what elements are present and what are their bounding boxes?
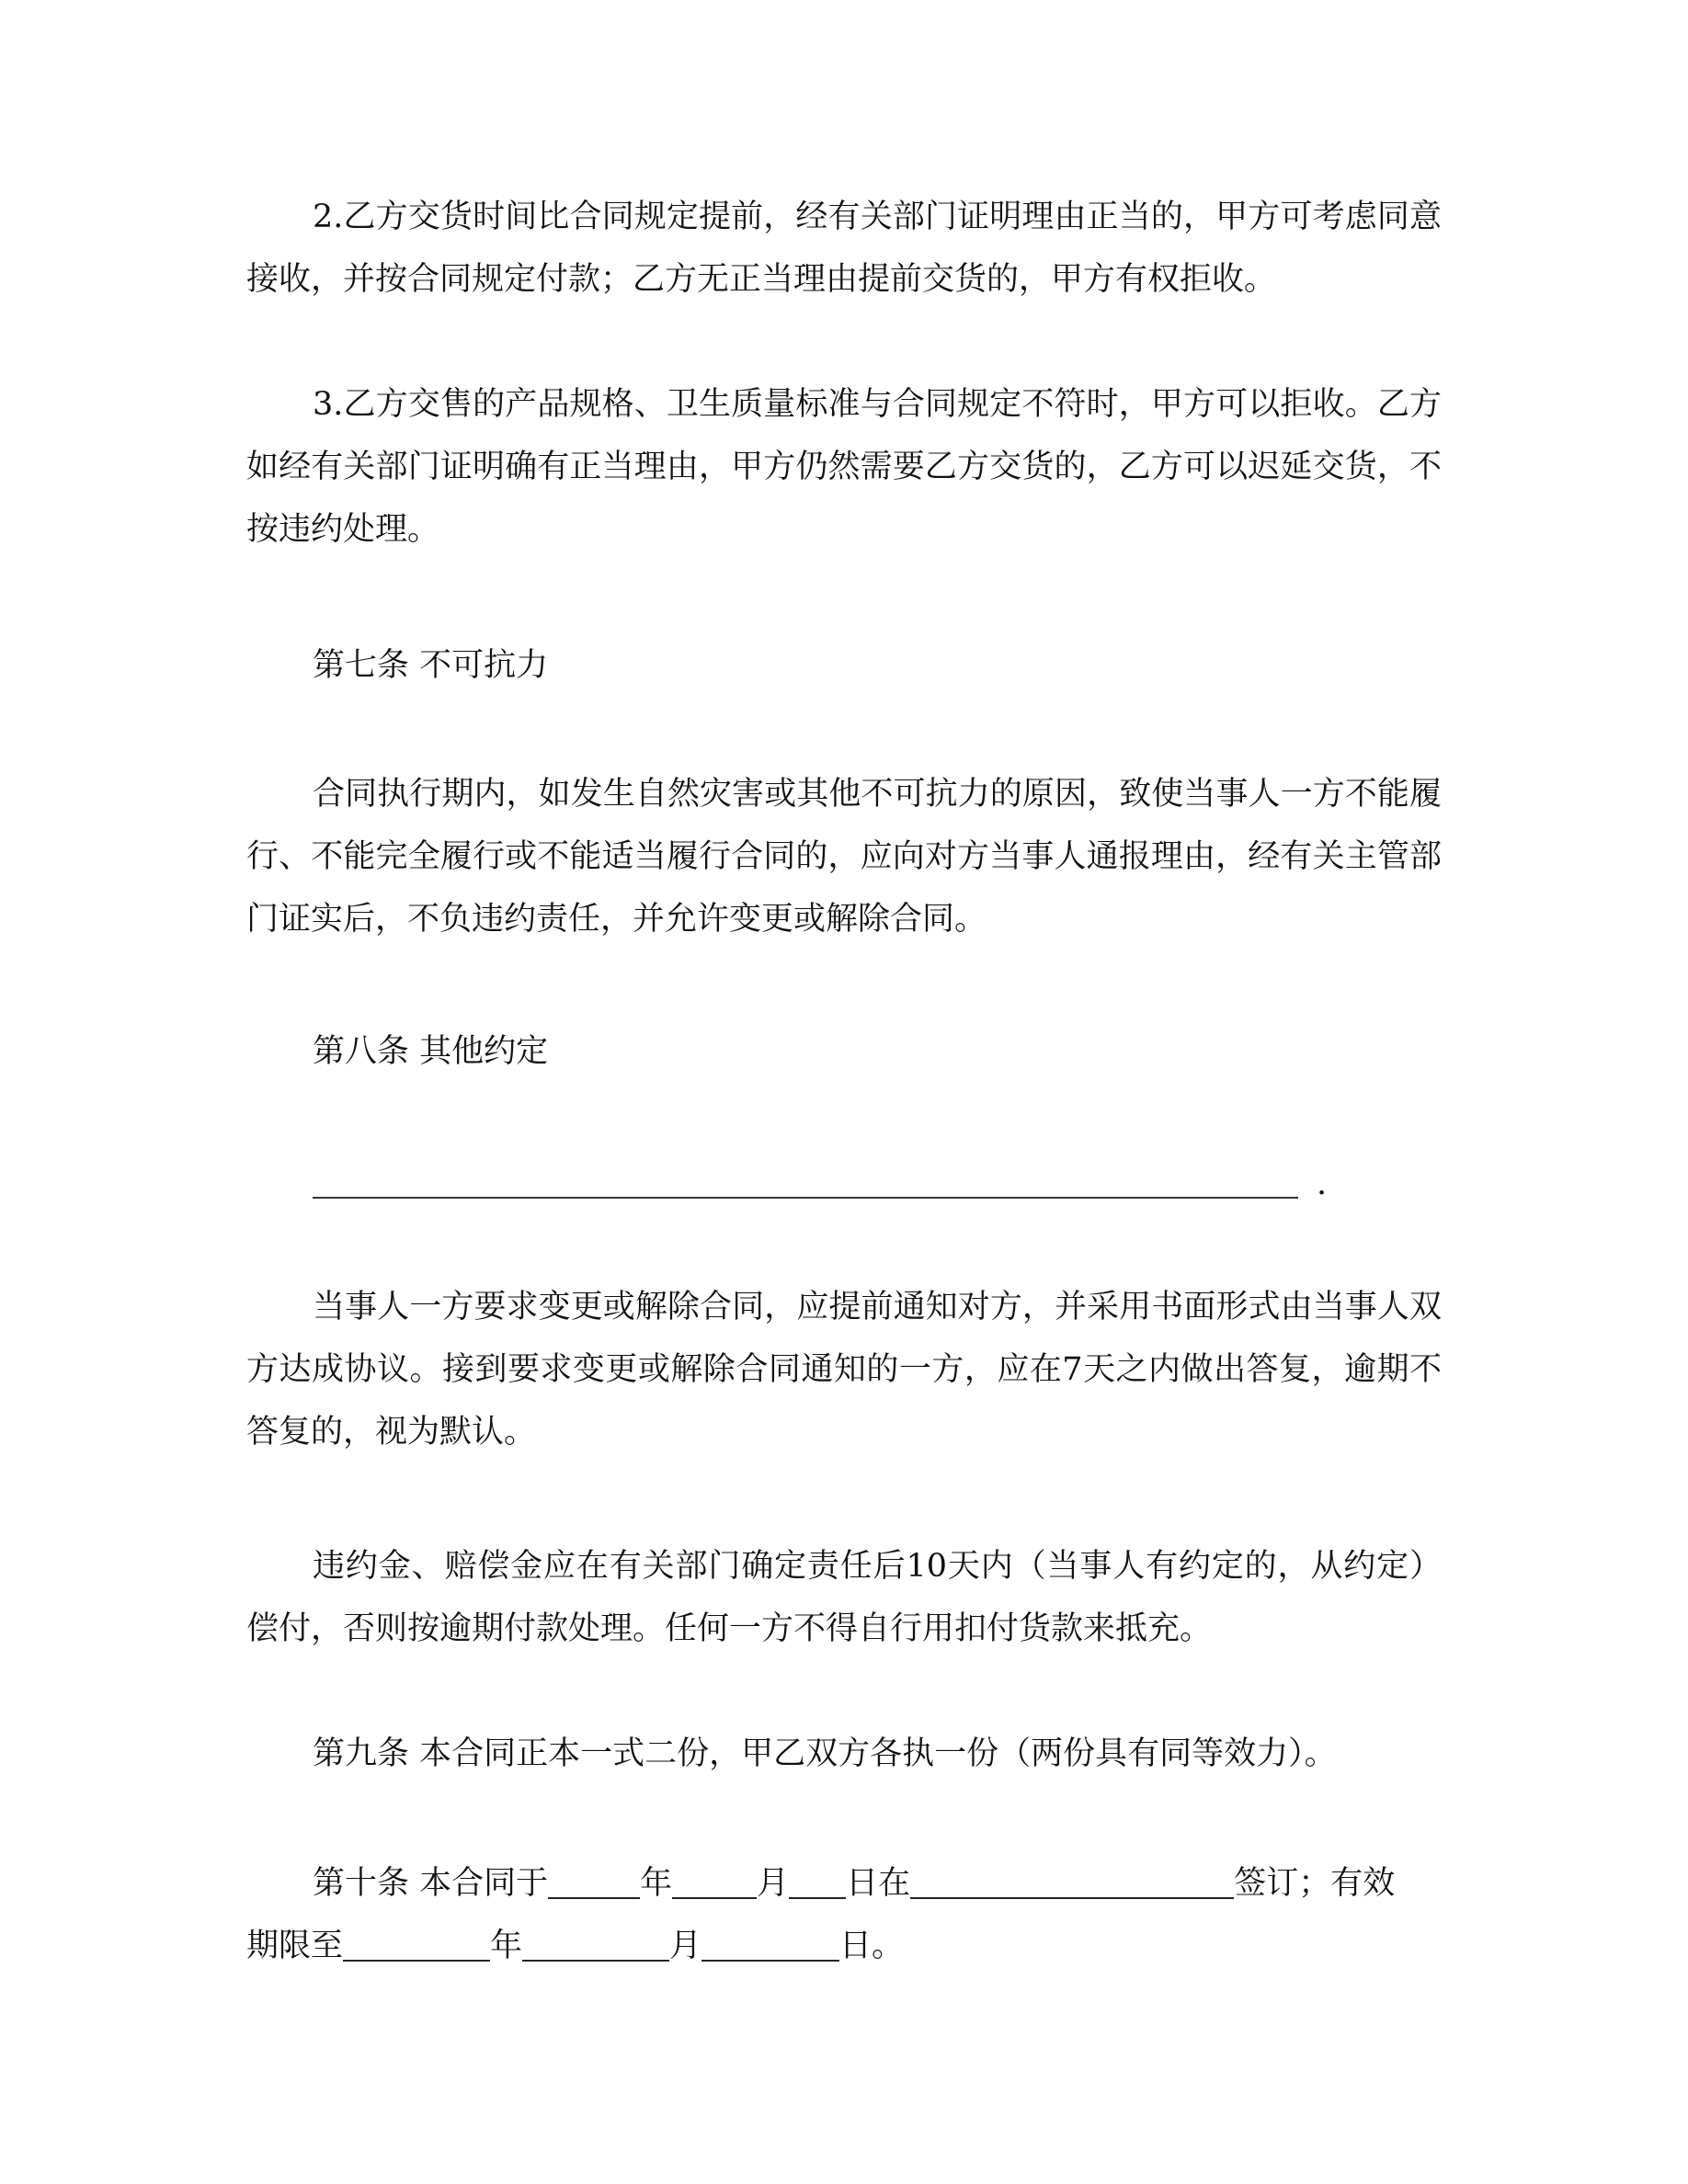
article-8-heading: 第八条 其他约定 [313, 1033, 549, 1070]
paragraph-contract-change: 当事人一方要求变更或解除合同，应提前通知对方，并采用书面形式由当事人双方达成协议。接到要求变更或解除合同通知的一方，应在7天之内做出答复，逾期不答复的，视为默认。 [246, 1289, 1442, 1450]
paragraph-force-majeure: 合同执行期内，如发生自然灾害或其他不可抗力的原因，致使当事人一方不能履行、不能完全履行或不能适当履行合同的，应向对方当事人通报理由，经有关主管部门证实后，不负违约责任，并允许变更或解除合同。 [246, 776, 1442, 938]
month-label: 月 [757, 1865, 790, 1902]
sign-year-blank [548, 1859, 640, 1899]
article-7-heading: 第七条 不可抗力 [313, 647, 549, 684]
sign-month-blank [672, 1859, 757, 1899]
day2-label: 日。 [839, 1928, 905, 1964]
article-10-line-1 [313, 1852, 1395, 1915]
article-10-prefix: 第十条 本合同于 [313, 1865, 549, 1902]
expiry-month-blank [522, 1921, 669, 1962]
sign-day-blank [789, 1859, 846, 1899]
sign-place-blank [910, 1859, 1234, 1899]
blank-line-end-mark: . [1317, 1166, 1328, 1202]
paragraph-nonconforming-products: 3.乙方交售的产品规格、卫生质量标准与合同规定不符时，甲方可以拒收。乙方如经有关部门证明确有正当理由，甲方仍然需要乙方交货的，乙方可以迟延交货，不按违约处理。 [246, 386, 1442, 548]
expiry-day-blank [701, 1921, 839, 1962]
year2-label: 年 [490, 1928, 523, 1964]
paragraph-early-delivery: 2.乙方交货时间比合同规定提前，经有关部门证明理由正当的，甲方可考虑同意接收，并按合同规定付款；乙方无正当理由提前交货的，甲方有权拒收。 [246, 199, 1442, 298]
year-label: 年 [640, 1865, 673, 1902]
other-agreements-blank-line [313, 1197, 1298, 1199]
article-10-line-2 [246, 1915, 904, 1977]
month2-label: 月 [669, 1928, 702, 1964]
paragraph-penalty-payment: 违约金、赔偿金应在有关部门确定责任后10天内（当事人有约定的，从约定）偿付，否则按逾期付款处理。任何一方不得自行用扣付货款来抵充。 [246, 1548, 1442, 1647]
validity-prefix: 期限至 [246, 1928, 344, 1964]
signed-label: 签订；有效 [1234, 1865, 1396, 1902]
article-9: 第九条 本合同正本一式二份，甲乙双方各执一份（两份具有同等效力）。 [313, 1735, 1337, 1772]
expiry-year-blank [343, 1921, 490, 1962]
day-at-label: 日在 [846, 1865, 911, 1902]
